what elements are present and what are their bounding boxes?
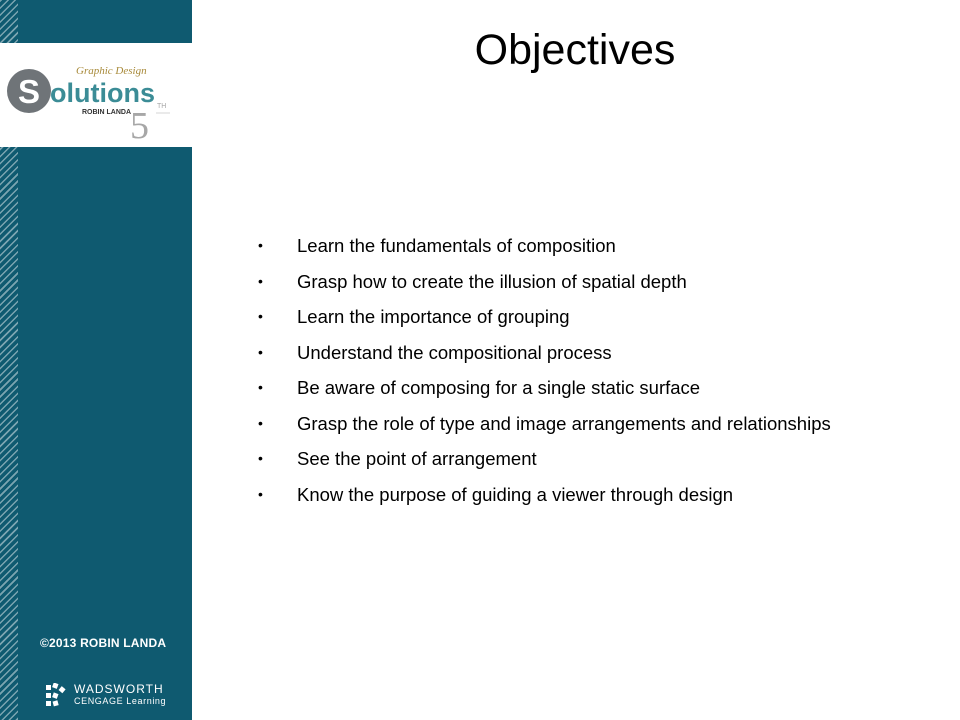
bullet-dot: •: [258, 450, 263, 466]
list-item-text: Learn the importance of grouping: [297, 306, 570, 327]
list-item-text: See the point of arrangement: [297, 448, 537, 469]
list-item-text: Grasp how to create the illusion of spatial depth: [297, 270, 687, 292]
bullet-dot: •: [258, 272, 263, 289]
list-item: [258, 370, 954, 406]
list-item-text: Be aware of composing for a single static surface: [297, 377, 701, 398]
list-item-text: Understand the compositional process: [297, 341, 612, 363]
bullet-dot: •: [258, 237, 263, 253]
logo-edition-suffix: TH: [157, 103, 167, 110]
list-item: [258, 264, 954, 300]
slide-title: Objectives: [474, 26, 676, 74]
objectives-list: [258, 228, 954, 512]
list-item-text: Learn the fundamentals of composition: [297, 235, 616, 256]
sidebar: [0, 0, 192, 720]
list-item: [258, 477, 954, 513]
list-item: [258, 228, 954, 264]
publisher-name: WADSWORTH: [74, 682, 164, 696]
logo-edition-number: 5: [130, 105, 149, 147]
copyright-notice: ©2013 ROBIN LANDA: [40, 636, 167, 650]
publisher-sub: CENGAGE Learning: [74, 696, 167, 706]
list-item: [258, 299, 954, 335]
logo-author: ROBIN LANDA: [82, 109, 131, 116]
book-logo-graphic: [0, 43, 192, 147]
list-item: [258, 335, 954, 371]
bullet-dot: •: [258, 379, 263, 395]
book-logo: [0, 43, 192, 147]
bullet-dot: •: [258, 485, 263, 502]
list-item: [258, 406, 954, 442]
bullet-dot: •: [258, 308, 263, 324]
publisher-mark-icon: [44, 683, 68, 707]
logo-top-text: Graphic Design: [76, 65, 147, 77]
bullet-dot: •: [258, 414, 263, 431]
logo-word: olutions: [50, 78, 155, 108]
list-item: [258, 441, 954, 477]
bullet-dot: •: [258, 343, 263, 360]
logo-letter: S: [17, 73, 41, 110]
list-item-text: Grasp the role of type and image arrangements and relationships: [297, 412, 831, 434]
list-item-text: Know the purpose of guiding a viewer through design: [297, 483, 734, 505]
